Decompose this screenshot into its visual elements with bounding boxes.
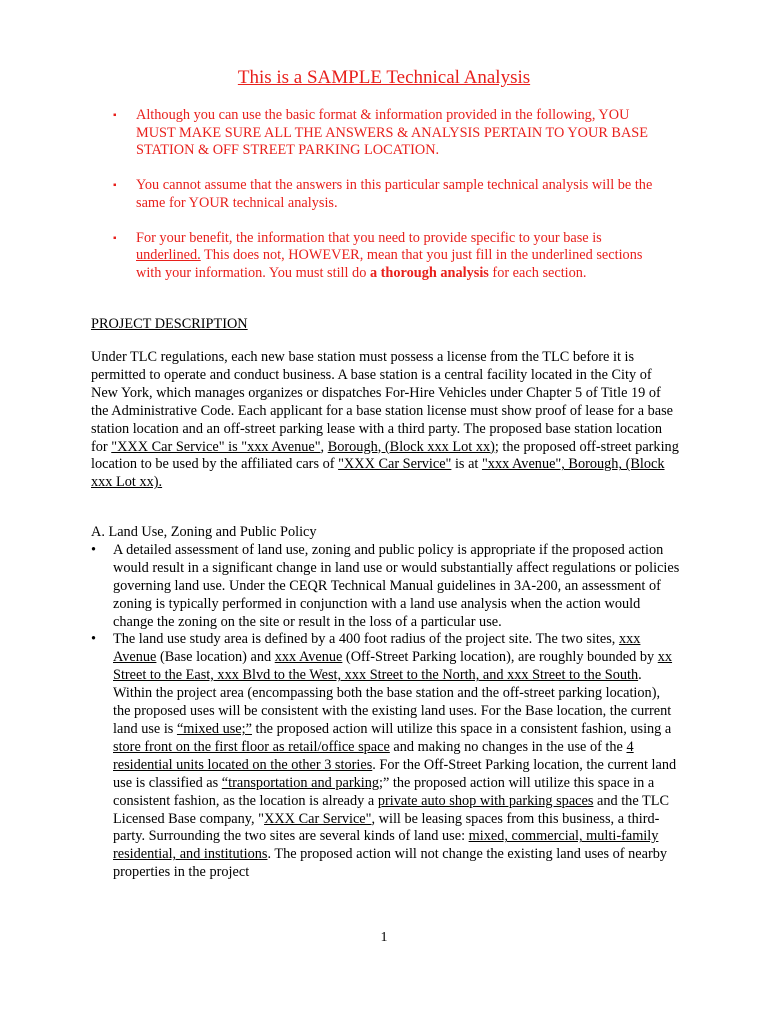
bullet-text: The land use study area is defined by a 400 foot radius of the project site. The two sites,: [113, 631, 619, 648]
underlined-field: "XXX Car Service": [338, 456, 452, 473]
page-title-text: This is a SAMPLE Technical Analysis: [237, 67, 531, 88]
underlined-field: “transportation and parking;: [221, 774, 383, 791]
note-text: Although you can use the basic format & information provided in the following, YOU MUST MAKE SURE ALL THE ANSWERS & ANALYSIS PERTAIN TO YOUR BASE STATION & OFF STREET PARKING LOCATION.: [136, 107, 648, 158]
note-text: For your benefit, the information that you need to provide specific to your base is: [136, 229, 602, 246]
paragraph-text: ; the proposed off-street parking location to be used by the affiliated cars of: [91, 438, 679, 473]
square-bullet-icon: ▪: [113, 232, 117, 244]
note-item: [113, 230, 658, 283]
note-item: [113, 107, 658, 160]
section-land-use: [91, 524, 680, 882]
section-bullet-item: [91, 542, 680, 632]
note-text: for each section.: [488, 264, 587, 281]
underlined-field: 4 residential units located on the other 3 stories: [113, 738, 634, 773]
bullet-icon: •: [91, 541, 97, 558]
paragraph-text: is at: [451, 456, 482, 473]
bullet-text: A detailed assessment of land use, zoning and public policy is appropriate if the proposed action would result in a significant change in land use or would substantially affect regulations or policies governing land use. Under the CEQR Technical Manual guidelines in 3A-200, an assessment of zoning is typically performed in conjunction with a land use analysis when the action would change the zoning on the site or result in the loss of a particular use.: [113, 541, 680, 630]
page-number: 1: [380, 930, 388, 945]
bullet-text: and making no changes in the use of the: [389, 738, 627, 755]
underlined-field: Borough, (Block xxx Lot xx): [327, 438, 495, 455]
underlined-field: "xxx Avenue", Borough, (Block xxx Lot xx).: [91, 456, 665, 491]
page-title: [0, 67, 768, 89]
bullet-text: ” the proposed action will utilize this space in a consistent fashion, as the location is already a: [113, 774, 655, 809]
note-text: This does not, HOWEVER, mean that you just fill in the underlined sections with your information. You must still do: [136, 247, 643, 281]
project-description-paragraph: [91, 349, 680, 492]
instruction-notes: [113, 107, 658, 300]
bullet-text: (Off-Street Parking location), are roughly bounded by: [342, 649, 658, 666]
underlined-field: “mixed use;”: [176, 720, 252, 737]
underlined-field: mixed, commercial, multi-family residential, and institutions: [113, 828, 659, 863]
underlined-field: xxx Avenue: [274, 649, 343, 666]
project-description-heading: PROJECT DESCRIPTION: [91, 316, 248, 332]
note-underlined-text: underlined.: [136, 247, 201, 263]
underlined-field: xxx Avenue: [113, 631, 641, 666]
section-bullet-item: [91, 631, 680, 882]
underlined-field: "XXX Car Service" is "xxx Avenue": [111, 438, 321, 455]
bullet-text: , will be leasing spaces from this business, a third-party. Surrounding the two sites are several kinds of land use:: [113, 810, 660, 845]
underlined-field: XXX Car Service": [264, 810, 372, 827]
bullet-text: and the TLC Licensed Base company, ": [113, 792, 669, 827]
bullet-text: . Within the project area (encompassing both the base station and the off-street parking location), the proposed uses will be consistent with the existing land uses. For the Base location, the current land use is: [113, 667, 672, 737]
square-bullet-icon: ▪: [113, 110, 117, 121]
bullet-text: . For the Off-Street Parking location, the current land use is classified as: [113, 756, 677, 791]
underlined-field: private auto shop with parking spaces: [377, 792, 594, 809]
bullet-text: . The proposed action will not change the existing land uses of nearby properties in the project: [113, 846, 668, 881]
section-bullets: [91, 542, 680, 882]
paragraph-text: Under TLC regulations, each new base station must possess a license from the TLC before it is permitted to operate and conduct business. A base station is a central facility located in the City of New York, which manages organizes or dispatches For-Hire Vehicles under Chapter 5 of Title 19 of the Administrative Code. Each applicant for a base station license must show proof of lease for a base station location and an off-street parking lease with a third party. The proposed base station location for: [91, 349, 674, 455]
bullet-text: (Base location) and: [156, 649, 275, 666]
square-bullet-icon: ▪: [113, 180, 117, 191]
underlined-field: xx Street to the East, xxx Blvd to the West, xxx Street to the North, and xxx Street to the South: [113, 649, 673, 684]
section-heading: A. Land Use, Zoning and Public Policy: [91, 524, 317, 540]
note-bold-text: a thorough analysis: [369, 264, 489, 281]
bullet-icon: •: [91, 631, 97, 648]
note-text: You cannot assume that the answers in this particular sample technical analysis will be the same for YOUR technical analysis.: [136, 177, 653, 211]
underlined-field: store front on the first floor as retail/office space: [113, 738, 390, 755]
bullet-text: the proposed action will utilize this space in a consistent fashion, using a: [251, 720, 672, 737]
paragraph-text: ,: [320, 438, 328, 455]
note-item: [113, 177, 658, 212]
